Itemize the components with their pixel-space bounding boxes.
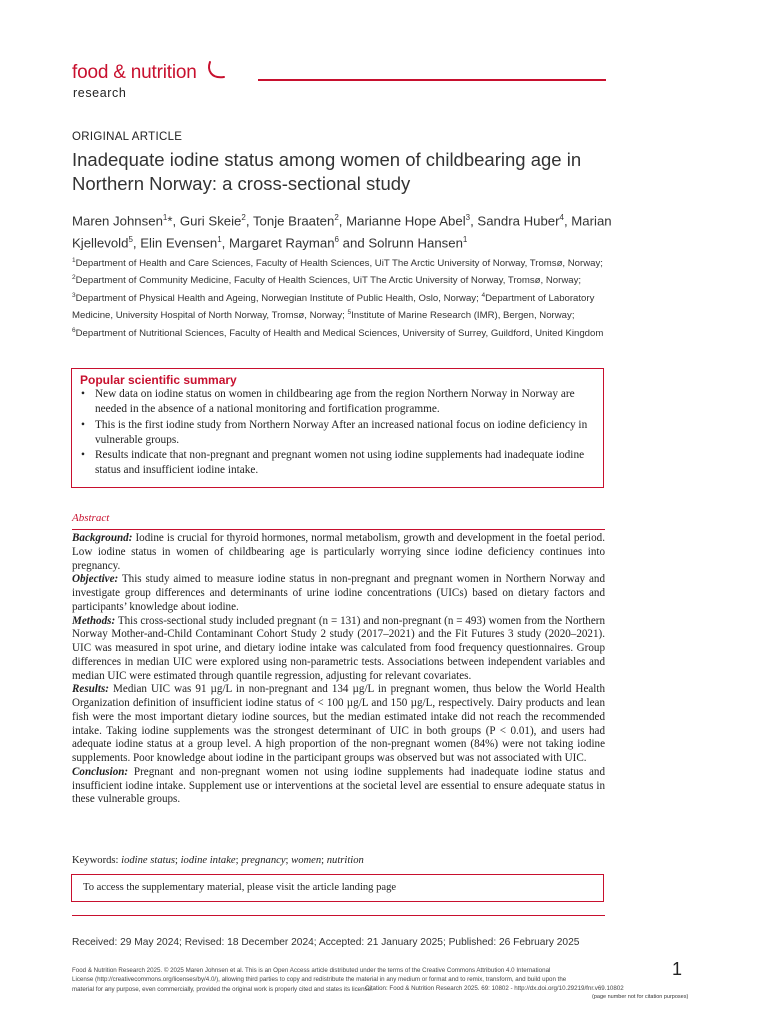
affiliation-mark: 2 xyxy=(72,274,76,282)
affiliation-text: Department of Health and Care Sciences, Faculty of Health Sciences, UiT The Arctic University of Norway, Tromsø, Norway; xyxy=(75,258,603,270)
journal-subtitle: research xyxy=(73,86,127,100)
author-name: Marianne Hope Abel xyxy=(346,213,466,229)
journal-name: food & nutrition xyxy=(72,62,197,83)
supplementary-material-text: To access the supplementary material, please visit the article landing page xyxy=(83,882,397,893)
supplementary-material-box xyxy=(71,874,604,902)
abstract-results: Results: Median UIC was 91 µg/L in non-pregnant and 134 µg/L in pregnant women, thus below the World Health Organization definition of insufficient iodine status of < 100 µg/L and 150 µg/L, respectively. Dairy products and lean fish were the most important dietary iodine sources, but the median estimated intake did not reach the recommended intake. Taking iodine supplements was the strongest determinant of UIC in both groups (P < 0.01), and users had adequate iodine status at a group level. A high proportion of the non-pregnant women (84%) were not taking iodine supplements. Poor knowledge about iodine in the participant groups was observed but was not associated with UIC. xyxy=(72,683,606,764)
affiliation-mark: 3 xyxy=(72,291,76,299)
affiliation-text: Department of Nutritional Sciences, Faculty of Health and Medical Sciences, University of Surrey, Guildford, United Kingdom xyxy=(75,327,604,339)
affiliation-text: Department of Physical Health and Ageing, Norwegian Institute of Public Health, Oslo, Norway; xyxy=(75,292,482,304)
license-text: Food & Nutrition Research 2025. © 2025 Maren Johnsen et al. This is an Open Access article distributed under the terms of the Creative Commons Attribution 4.0 International License (http://creativecommons.org/licenses/by/4.0/), allowing third parties to copy and redistribute the material in any medium or format and to remix, transform, and build upon the material for any purpose, even commercially, provided the original work is properly cited and states its license. xyxy=(72,967,567,993)
article-title: Inadequate iodine status among women of childbearing age in Northern Norway: a cross-sectional study xyxy=(72,149,582,194)
keywords: Keywords: iodine status; iodine intake; pregnancy; women; nutrition xyxy=(72,855,364,866)
affiliations xyxy=(72,254,612,341)
author-name: Maren Johnsen xyxy=(72,213,163,229)
author-name: Elin Evensen xyxy=(140,235,218,251)
author-affiliation-mark: 6 xyxy=(334,235,339,245)
keyword: nutrition xyxy=(326,855,364,866)
keyword: women xyxy=(291,855,322,866)
affiliation-text: Department of Laboratory Medicine, University Hospital of North Norway, Tromsø, Norway; xyxy=(72,292,595,322)
bottom-rule xyxy=(72,915,605,916)
abstract-rule xyxy=(72,529,605,530)
abstract-body xyxy=(72,532,605,807)
author-name: Solrunn Hansen xyxy=(368,235,463,251)
summary-bullet: • This is the first iodine study from Northern Norway After an increased national focus on iodine deficiency in vulnerable groups. xyxy=(80,418,595,449)
author-affiliation-mark: 2 xyxy=(334,213,339,222)
summary-bullet: • Results indicate that non-pregnant and pregnant women not using iodine supplements had inadequate iodine status and insufficient iodine intake. xyxy=(80,448,595,479)
page-note: (page number not for citation purposes) xyxy=(592,994,689,1000)
popular-summary-box xyxy=(71,368,604,488)
author-name: Sandra Huber xyxy=(477,213,560,229)
author-name: Marian Kjellevold xyxy=(72,213,612,251)
affiliation-text: Department of Community Medicine, Faculty of Health Sciences, UiT The Arctic University of Norway, Tromsø, Norway; xyxy=(75,275,582,287)
abstract-background: Background: Iodine is crucial for thyroid hormones, normal metabolism, growth and development in the foetal period. Low iodine status in women of childbearing age is particularly worrying since iodine deficiency continues into pregnancy. xyxy=(72,532,605,572)
keyword: iodine status xyxy=(121,855,175,866)
author-affiliation-mark: 3 xyxy=(465,213,471,222)
author-name: Tonje Braaten xyxy=(252,213,335,229)
author-affiliation-mark: 4 xyxy=(559,213,564,222)
article-dates: Received: 29 May 2024; Revised: 18 December 2024; Accepted: 21 January 2025; Published: 26 February 2025 xyxy=(72,937,580,948)
article-type: ORIGINAL ARTICLE xyxy=(72,131,183,143)
citation-text: Citation: Food & Nutrition Research 2025. 69: 10802 - http://dx.doi.org/10.29219/fnr.v69.10802 xyxy=(365,985,624,992)
affiliation-mark: 1 xyxy=(72,257,76,264)
author-list: Maren Johnsen$^1$*, Guri Skeie$^2$, Tonje Braaten$^2$, Marianne Hope Abel$^3$, Sandra Huber$^4$, Marian Kjellevold$^5$, Elin Evensen$^1$, Margaret Rayman$^6$ and Solrunn Hansen$^1$ xyxy=(72,213,612,251)
keyword: iodine intake xyxy=(180,855,236,866)
abstract-objective: Objective: This study aimed to measure iodine status in non-pregnant and pregnant women in Northern Norway and investigate group differences and determinants of urine iodine concentrations (UICs) based on dietary factors and participants’ knowledge about iodine. xyxy=(72,573,605,613)
author-affiliation-mark: 1 xyxy=(217,235,222,245)
summary-bullet: • New data on iodine status on women in childbearing age from the region Northern Norway in Norway are needed in the absence of a national monitoring and fortification programme. xyxy=(80,387,595,418)
abstract-conclusion: Conclusion: Pregnant and non-pregnant women not using iodine supplements had inadequate iodine status and insufficient iodine intake. Supplement use or interventions at the societal level are essential to ensure adequate status in these vulnerable groups. xyxy=(72,765,605,806)
author-affiliation-mark: 1 xyxy=(162,213,168,222)
journal-logo-icon xyxy=(205,60,227,82)
page-number: 1 xyxy=(672,959,683,979)
abstract-methods: Methods: This cross-sectional study included pregnant (n = 131) and non-pregnant (n = 493) women from the Northern Norway Mother-and-Child Contaminant Cohort Study 2 study (2017–2021) and the Fit Futures 3 study (2020–2021). UIC was measured in spot urine, and dietary iodine intake was calculated from food frequency questionnaires. Group differences in median UIC were explored using non-parametric tests. Associations between independent variables and median UIC were estimated through quantile regression, adjusting for relevant covariates. xyxy=(72,614,605,682)
affiliation-mark: 5 xyxy=(347,309,352,317)
corresponding-author-mark: * xyxy=(167,213,173,229)
author-affiliation-mark: 2 xyxy=(241,213,246,222)
affiliation-text: Institute of Marine Research (IMR), Bergen, Norway; xyxy=(351,310,575,322)
summary-heading: Popular scientific summary xyxy=(80,373,237,387)
summary-list xyxy=(80,387,595,479)
keyword: pregnancy xyxy=(241,855,286,866)
author-name: Margaret Rayman xyxy=(229,235,335,251)
keywords-label: Keywords: xyxy=(72,855,122,866)
abstract-label: Abstract xyxy=(72,512,110,524)
author-affiliation-mark: 1 xyxy=(462,235,468,245)
author-affiliation-mark: 5 xyxy=(128,235,133,245)
author-name: Guri Skeie xyxy=(179,213,242,229)
header-rule xyxy=(258,79,606,81)
affiliation-mark: 6 xyxy=(72,326,76,334)
affiliation-mark: 4 xyxy=(481,291,486,299)
